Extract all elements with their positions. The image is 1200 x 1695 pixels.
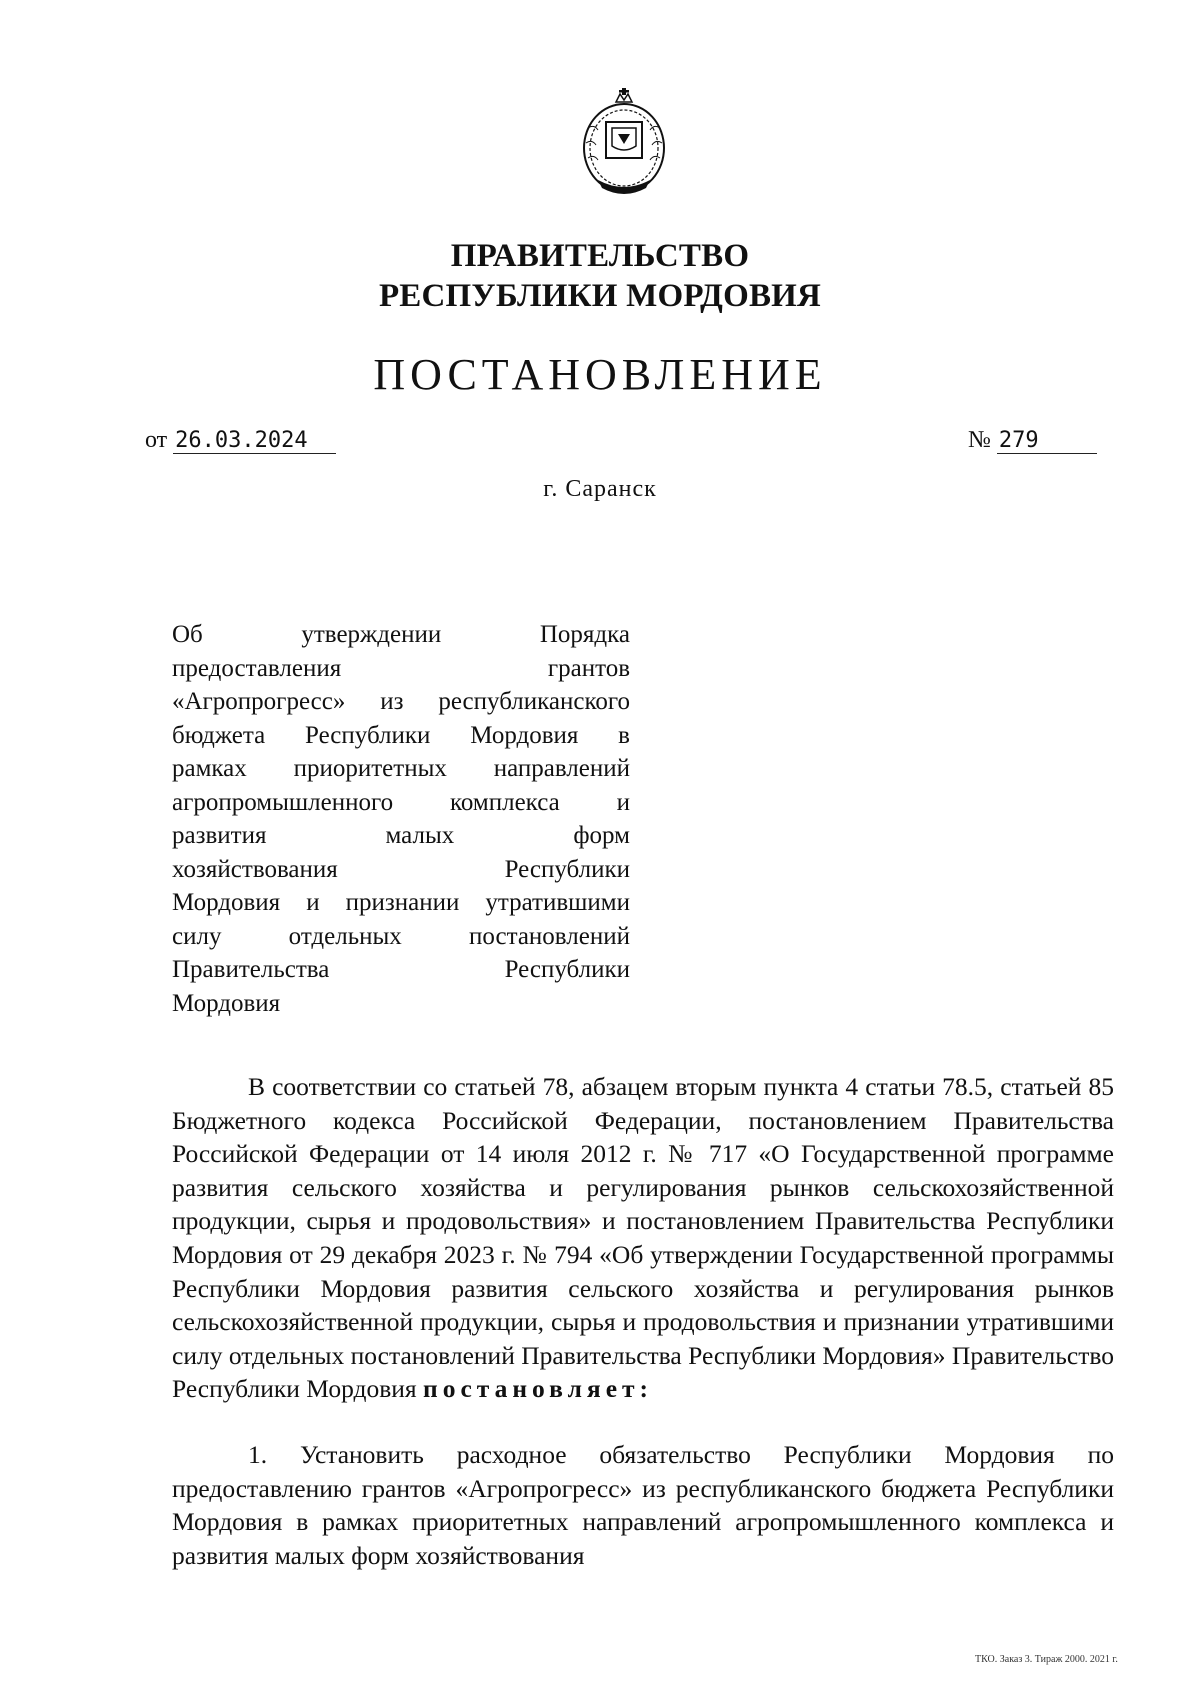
title-line: бюджета Республики Мордовия в — [172, 721, 630, 749]
title-line: Мордовия — [172, 989, 281, 1017]
coat-of-arms-icon — [576, 88, 672, 200]
document-type: ПОСТАНОВЛЕНИЕ — [373, 350, 827, 399]
organization-name-line1: ПРАВИТЕЛЬСТВО — [450, 238, 750, 274]
clause-1-paragraph: 1. Установить расходное обязательство Республики Мордовия по предоставлению грантов «Агропрогресс» из республиканского бюджета Республики Мордовия в рамках приоритетных направлений агропромышленного комплекса и развития малых форм хозяйствования — [172, 1440, 1114, 1570]
title-line: агропромышленного комплекса и — [172, 788, 630, 816]
resolves-word: постановляет: — [423, 1374, 654, 1404]
title-line: силу отдельных постановлений — [172, 922, 630, 950]
date-prefix: от — [145, 427, 168, 453]
preamble-paragraph — [172, 1070, 1114, 1406]
city: г. Саранск — [543, 476, 657, 502]
organization-name-line2: РЕСПУБЛИКИ МОРДОВИЯ — [378, 278, 822, 314]
title-line: Об утверждении Порядка — [172, 621, 630, 648]
print-info: ТКО. Заказ 3. Тираж 2000. 2021 г. — [975, 1654, 1118, 1665]
title-line: рамках приоритетных направлений — [172, 755, 630, 782]
title-line: предоставления грантов — [172, 654, 630, 682]
title-line: хозяйствования Республики — [172, 855, 630, 883]
number-value: 279 — [997, 429, 1097, 454]
document-date — [145, 425, 336, 455]
title-line: Правительства Республики — [172, 956, 630, 983]
document-number — [968, 425, 1097, 455]
title-line: Мордовия и признании утратившими — [172, 889, 630, 916]
title-line: «Агропрогресс» из республиканского — [172, 688, 630, 715]
document-title — [172, 618, 630, 1020]
number-prefix: № — [968, 427, 991, 453]
date-value: 26.03.2024 — [173, 429, 335, 454]
title-line: развития малых форм — [172, 822, 630, 849]
preamble-text: В соответствии со статьей 78, абзацем вторым пункта 4 статьи 78.5, статьей 85 Бюджетного кодекса Российской Федерации, постановлением Правительства Российской Федерации от 14 июля 2012 г. № 717 «О Государственной программе развития сельского хозяйства и регулирования рынков сельскохозяйственной продукции, сырья и продовольствия» и постановлением Правительства Республики Мордовия от 29 декабря 2023 г. № 794 «Об утверждении Государственной программы Республики Мордовия развития сельского хозяйства и регулирования рынков сельскохозяйственной продукции, сырья и продовольствия и признании утратившими силу отдельных постановлений Правительства Республики Мордовия» Правительство Республики Мордовия — [172, 1072, 1114, 1404]
